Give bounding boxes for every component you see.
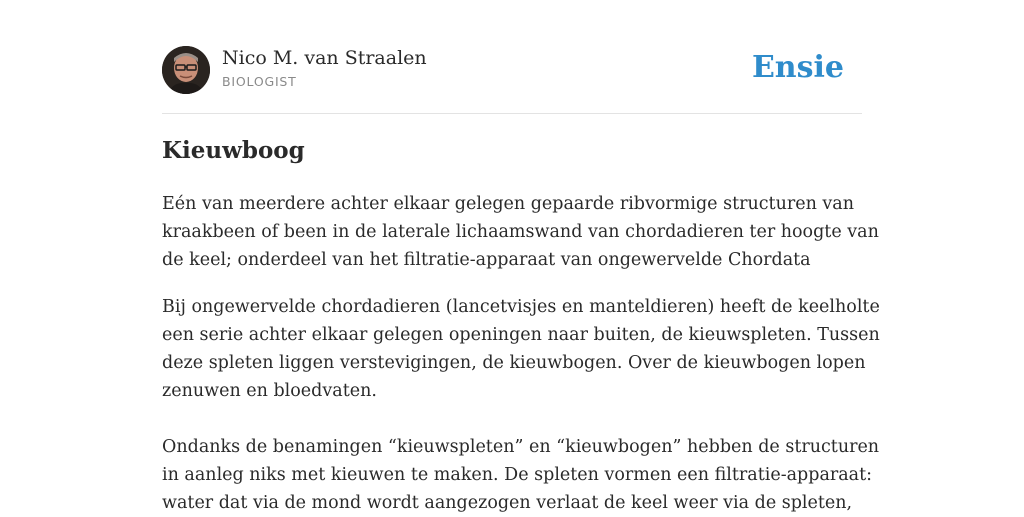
author-avatar[interactable] [162, 46, 210, 94]
author-role: BIOLOGIST [222, 74, 297, 89]
definition-line: kraakbeen of been in de laterale lichaamswand van chordadieren ter hoogte van [162, 222, 879, 242]
author-portrait-image [162, 46, 210, 94]
definition-line: Eén van meerdere achter elkaar gelegen gepaarde ribvormige structuren van [162, 194, 854, 214]
article-card [162, 0, 880, 513]
paragraph-line: deze spleten liggen verstevigingen, de kieuwbogen. Over de kieuwbogen lopen [162, 353, 866, 373]
brand-logo[interactable]: Ensie [751, 50, 844, 85]
article-paragraph [162, 433, 880, 517]
definition-line: de keel; onderdeel van het filtratie-apparaat van ongewervelde Chordata [162, 250, 811, 270]
paragraph-line: in aanleg niks met kieuwen te maken. De spleten vormen een filtratie-apparaat: [162, 465, 873, 485]
author-name[interactable]: Nico M. van Straalen [222, 47, 427, 69]
header-divider [162, 113, 862, 114]
article-title: Kieuwboog [162, 137, 305, 164]
paragraph-line: zenuwen en bloedvaten. [162, 381, 377, 401]
article-paragraph [162, 293, 880, 405]
author-header [162, 46, 862, 96]
paragraph-line: een serie achter elkaar gelegen openingen naar buiten, de kieuwspleten. Tussen [162, 325, 880, 345]
paragraph-line: Bij ongewervelde chordadieren (lancetvisjes en manteldieren) heeft de keelholte [162, 297, 880, 317]
paragraph-line: Ondanks de benamingen “kieuwspleten” en “kieuwbogen” hebben de structuren [162, 437, 880, 457]
article-definition [162, 190, 879, 274]
paragraph-line: water dat via de mond wordt aangezogen verlaat de keel weer via de spleten, [162, 493, 853, 513]
